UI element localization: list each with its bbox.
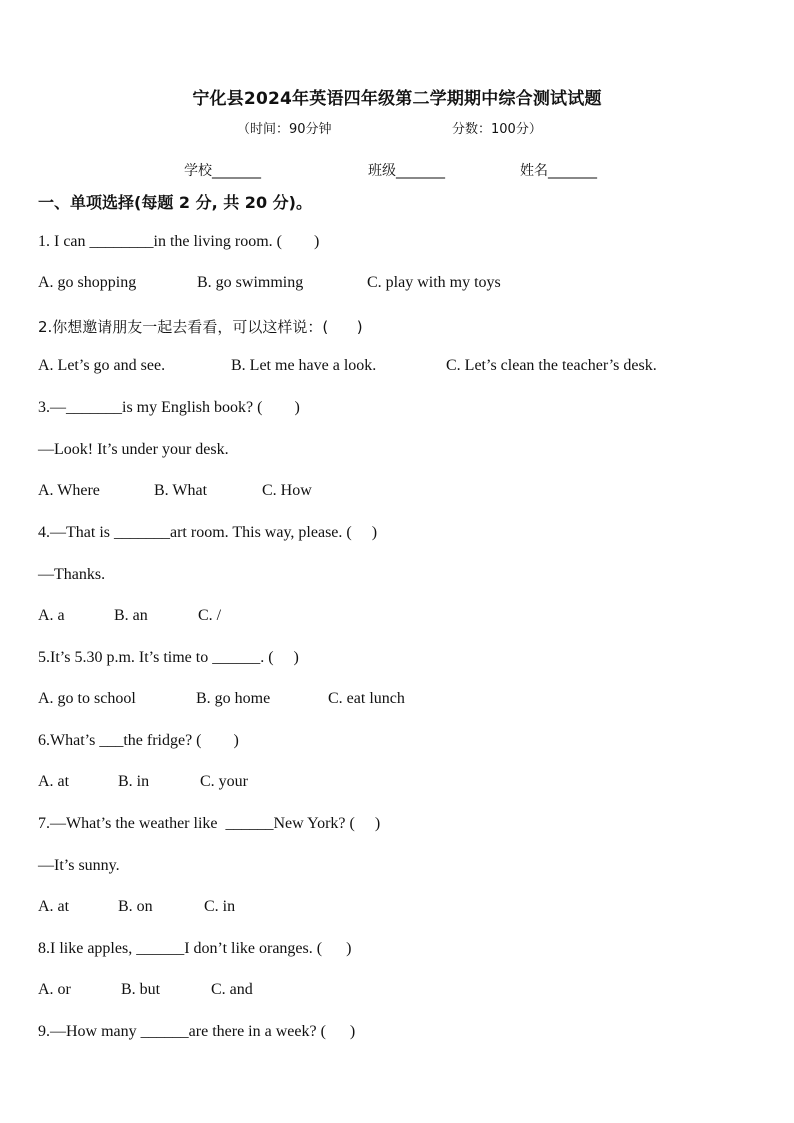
school-field: 学校_______ (184, 163, 261, 179)
question-4-option-c: C. / (198, 607, 222, 624)
question-1-option-b: B. go swimming (197, 274, 304, 291)
question-4-option-a: A. a (38, 607, 65, 624)
question-4-reply: —Thanks. (38, 566, 106, 583)
question-5-stem: 5.It’s 5.30 p.m. It’s time to ______. ( ) (38, 649, 299, 666)
name-field: 姓名_______ (520, 163, 597, 179)
class-field: 班级_______ (368, 163, 445, 179)
question-8-option-c: C. and (211, 981, 253, 998)
question-1-stem: 1. I can ________in the living room. ( ) (38, 233, 320, 250)
question-6-option-b: B. in (118, 773, 150, 790)
question-6-option-a: A. at (38, 773, 70, 790)
question-3-option-a: A. Where (38, 482, 100, 499)
question-7-option-a: A. at (38, 898, 70, 915)
question-1-option-c: C. play with my toys (367, 274, 501, 291)
question-2-option-b: B. Let me have a look. (231, 357, 377, 374)
question-5-option-b: B. go home (196, 690, 271, 707)
question-8-option-a: A. or (38, 981, 71, 998)
question-7-option-c: C. in (204, 898, 236, 915)
question-9-stem: 9.—How many ______are there in a week? ( ) (38, 1023, 356, 1040)
exam-score: 分数：100分） (452, 122, 542, 137)
question-3-stem: 3.—_______is my English book? ( ) (38, 399, 300, 416)
section-heading: 一、单项选择(每题 2 分, 共 20 分)。 (38, 193, 312, 212)
question-6-option-c: C. your (200, 773, 248, 790)
question-4-option-b: B. an (114, 607, 148, 624)
question-2-stem: 2.你想邀请朋友一起去看看，可以这样说：( ) (38, 318, 363, 336)
question-7-reply: —It’s sunny. (38, 857, 120, 874)
question-4-stem: 4.—That is _______art room. This way, please. ( ) (38, 524, 378, 541)
question-3-option-c: C. How (262, 482, 312, 499)
question-8-stem: 8.I like apples, ______I don’t like oranges. ( ) (38, 940, 352, 957)
question-3-reply: —Look! It’s under your desk. (38, 441, 229, 458)
question-2-option-c: C. Let’s clean the teacher’s desk. (446, 357, 657, 374)
question-2-option-a: A. Let’s go and see. (38, 357, 166, 374)
question-5-option-a: A. go to school (38, 690, 136, 707)
question-5-option-c: C. eat lunch (328, 690, 405, 707)
question-1-option-a: A. go shopping (38, 274, 137, 291)
page-title: 宁化县2024年英语四年级第二学期期中综合测试试题 (192, 89, 602, 109)
question-8-option-b: B. but (121, 981, 161, 998)
question-7-option-b: B. on (118, 898, 153, 915)
question-7-stem: 7.—What’s the weather like ______New York? ( ) (38, 815, 381, 832)
question-6-stem: 6.What’s ___the fridge? ( ) (38, 732, 239, 749)
question-3-option-b: B. What (154, 482, 208, 499)
exam-time: （时间：90分钟 (237, 122, 332, 137)
